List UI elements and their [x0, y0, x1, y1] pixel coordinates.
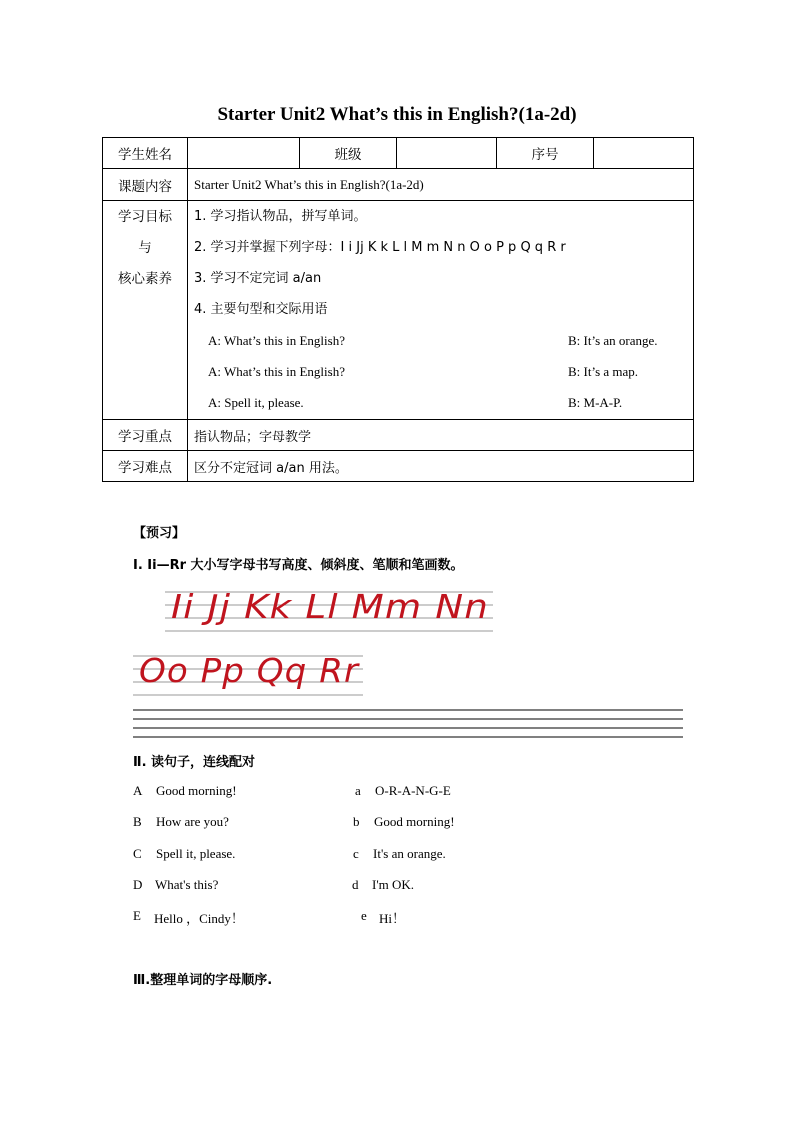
key-row — [103, 420, 694, 451]
dialogue-line — [194, 387, 687, 418]
dialogue-line — [194, 325, 687, 356]
content-label: 课题内容 — [103, 169, 188, 201]
dialogue-a: A: What’s this in English? — [208, 333, 345, 348]
goals-label-line1: 学习目标 — [118, 209, 172, 225]
goals-label-line3: 核心素养 — [118, 271, 172, 287]
difficulty-value: 区分不定冠词 a/an 用法。 — [188, 451, 694, 482]
handwriting-line1 — [165, 584, 493, 636]
left-sentence[interactable]: Good morning! — [156, 783, 237, 798]
goal-item: 4. 主要句型和交际用语 — [194, 302, 328, 317]
name-label: 学生姓名 — [103, 138, 188, 169]
info-table — [102, 137, 694, 482]
left-sentence[interactable]: What's this? — [155, 877, 219, 892]
content-value: Starter Unit2 What’s this in English?(1a-2d) — [188, 169, 694, 201]
student-row — [103, 138, 694, 169]
left-letter: D — [133, 877, 143, 892]
key-value: 指认物品；字母教学 — [188, 420, 694, 451]
right-letter: d — [352, 877, 359, 892]
dialogue-b: B: M-A-P. — [568, 395, 623, 410]
right-letter: c — [353, 846, 359, 861]
dialogue-line — [194, 356, 687, 387]
letters-text: Oo Pp Qq Rr — [139, 651, 361, 690]
section1-heading: Ⅰ. Ii—Rr 大小写字母书写高度、倾斜度、笔顺和笔画数。 — [133, 558, 464, 573]
right-letter: a — [355, 783, 361, 798]
letters-text: Ii Jj Kk Ll Mm Nn — [171, 587, 489, 626]
name-field[interactable] — [188, 138, 300, 169]
left-letter: C — [133, 846, 142, 861]
left-letter: B — [133, 814, 142, 829]
goals-label-line2: 与 — [138, 240, 152, 256]
goals-row — [103, 201, 694, 420]
left-sentence[interactable]: Spell it, please. — [156, 846, 236, 861]
section2-heading: Ⅱ. 读句子，连线配对 — [133, 755, 256, 770]
key-label: 学习重点 — [103, 420, 188, 451]
dialogue-a: A: What’s this in English? — [208, 364, 345, 379]
right-sentence[interactable]: Hi！ — [379, 911, 406, 926]
content-row — [103, 169, 694, 201]
number-field[interactable] — [594, 138, 694, 169]
section3-heading: Ⅲ.整理单词的字母顺序. — [133, 973, 273, 988]
right-sentence[interactable]: O-R-A-N-G-E — [375, 783, 451, 798]
goals-content — [188, 201, 694, 420]
dialogue-b: B: It’s a map. — [568, 364, 639, 379]
handwriting-line2 — [133, 648, 363, 700]
practice-lines[interactable] — [133, 706, 683, 740]
class-field[interactable] — [397, 138, 497, 169]
goals-label — [103, 201, 188, 420]
goal-item: 1. 学习指认物品，拼写单词。 — [194, 209, 367, 224]
left-sentence[interactable]: How are you? — [156, 814, 229, 829]
right-letter: b — [353, 814, 360, 829]
class-label: 班级 — [300, 138, 397, 169]
right-letter: e — [361, 908, 367, 923]
right-sentence[interactable]: Good morning! — [374, 814, 455, 829]
left-letter: A — [133, 783, 143, 798]
number-label: 序号 — [497, 138, 594, 169]
dialogue-a: A: Spell it, please. — [208, 395, 304, 410]
goal-item: 3. 学习不定完词 a/an — [194, 271, 322, 286]
dialogue-b: B: It’s an orange. — [568, 333, 658, 348]
difficulty-label: 学习难点 — [103, 451, 188, 482]
right-sentence[interactable]: It's an orange. — [373, 846, 446, 861]
worksheet-title: Starter Unit2 What’s this in English?(1a-2d) — [217, 104, 577, 125]
left-sentence[interactable]: Hello ，Cindy！ — [154, 911, 244, 926]
goal-item: 2. 学习并掌握下列字母：I i Jj K k L l M m N n O o P p Q q R r — [194, 240, 566, 255]
difficulty-row — [103, 451, 694, 482]
left-letter: E — [133, 908, 141, 923]
preview-heading: 【预习】 — [133, 526, 186, 541]
right-sentence[interactable]: I'm OK. — [372, 877, 415, 892]
